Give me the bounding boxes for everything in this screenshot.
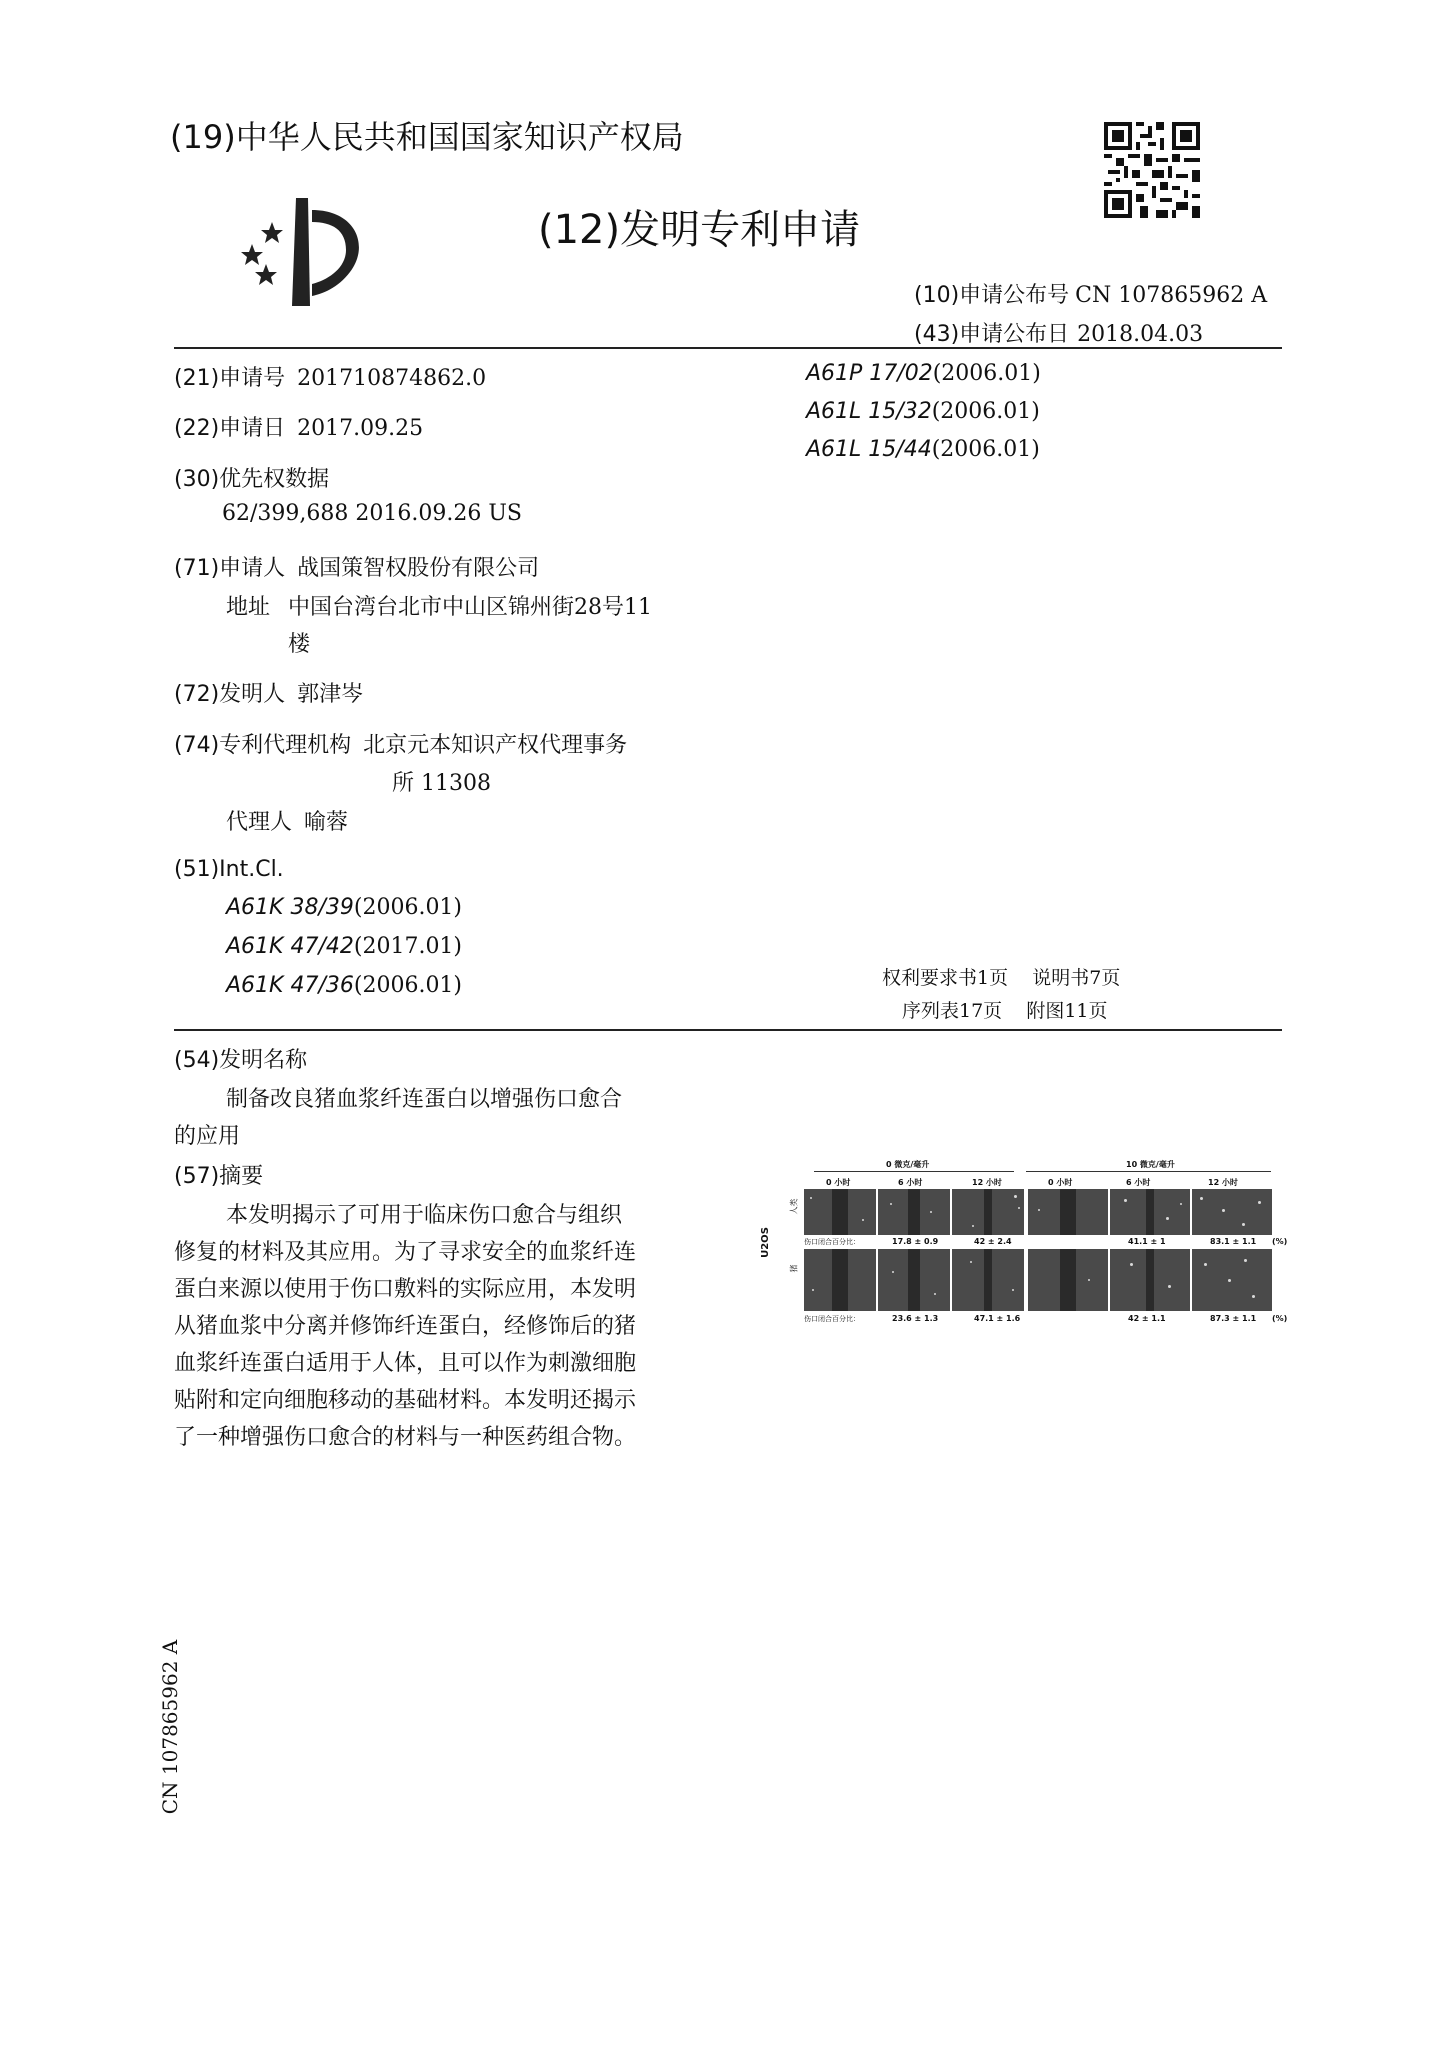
invention-title-label: (54)发明名称 [174,1048,308,1073]
abstract-line: 血浆纤连蛋白适用于人体，且可以作为刺激细胞 [174,1351,637,1376]
app-no-value: 201710874862.0 [297,366,487,391]
micrograph-cell [1110,1189,1190,1235]
page-counts-line1: 权利要求书1页 说明书7页 [882,967,1121,989]
agency-line2: 所 11308 [392,771,491,796]
logo-pillar [292,198,310,306]
intcl-code: A61L 15/44 [806,437,932,462]
cell-line-label: U2OS [759,1227,771,1258]
intcl-left-3 [226,973,462,998]
intcl-code: A61L 15/32 [806,399,932,424]
header-divider [174,347,1282,349]
application-number [174,361,486,392]
logo-arc [312,210,359,296]
micrograph-cell [1110,1249,1190,1311]
intcl-version: (2006.01) [353,895,463,920]
intcl-version: (2006.01) [932,361,1041,386]
agency-line1: 北京元本知识产权代理事务 [363,733,628,758]
intcl-version: (2006.01) [353,973,463,998]
micrograph-cell [952,1249,1024,1311]
micrograph-cell [1192,1249,1272,1311]
abstract-line: 修复的材料及其应用。为了寻求安全的血浆纤连 [174,1240,637,1265]
intcl-code: A61K 38/39 [226,895,354,920]
pub-no-label: (10)申请公布号 [914,283,1070,308]
closure-value: 42 ± 1.1 [1128,1314,1166,1323]
logo-star-3 [255,264,277,285]
inventor-value: 郭津岑 [297,682,364,707]
priority-value: 62/399,688 2016.09.26 US [222,501,522,526]
intcl-left-1 [226,895,462,920]
micrograph-cell [1192,1189,1272,1235]
address-label: 地址 [226,595,271,620]
biblio-divider [174,1029,1282,1031]
wound-healing-figure [759,1159,1288,1331]
invention-title-line2: 的应用 [174,1124,241,1149]
row1-label: 人类 [789,1198,799,1215]
cnipa-logo [238,196,378,308]
logo-star-1 [261,222,283,243]
app-no-label: (21)申请号 [174,366,286,391]
agency [174,728,627,759]
intcl-code: A61K 47/42 [226,934,354,959]
closure-value: 42 ± 2.4 [974,1237,1012,1246]
micrograph-cell [878,1189,950,1235]
inventor [174,677,363,708]
wound-closure-label: 伤口闭合百分比： [804,1238,860,1246]
address-line1: 中国台湾台北市中山区锦州街28号11 [288,595,652,620]
closure-value: 41.1 ± 1 [1128,1237,1166,1246]
document-type: (12)发明专利申请 [538,207,861,253]
intcl-code: A61K 47/36 [226,973,354,998]
micrograph-cell [1028,1249,1108,1311]
intcl-left-2 [226,934,462,959]
abstract-line: 本发明揭示了可用于临床伤口愈合与组织 [226,1203,623,1228]
publication-number [914,278,1267,309]
intcl-right-1 [806,361,1041,386]
intcl-label: (51)Int.Cl. [174,857,284,882]
pub-date-label: (43)申请公布日 [914,322,1070,347]
inventor-label: (72)发明人 [174,682,286,707]
group-bracket-right [1026,1171,1271,1172]
agent [226,805,348,836]
abstract-line: 了一种增强伤口愈合的材料与一种医药组合物。 [174,1425,637,1450]
applicant-value: 战国策智权股份有限公司 [297,556,540,581]
publication-date [914,317,1203,348]
group-label-left: 0 微克/毫升 [886,1160,930,1169]
intcl-version: (2006.01) [931,399,1040,424]
logo-star-2 [241,244,263,265]
abstract-line: 从猪血浆中分离并修饰纤连蛋白，经修饰后的猪 [174,1314,637,1339]
wound-closure-label: 伤口闭合百分比： [804,1315,860,1323]
app-date-label: (22)申请日 [174,416,286,441]
closure-value: 23.6 ± 1.3 [892,1314,939,1323]
abstract-line: 贴附和定向细胞移动的基础材料。本发明还揭示 [174,1388,637,1413]
time-label: 0 小时 [826,1178,851,1187]
time-label: 0 小时 [1048,1178,1073,1187]
office-name: (19)中华人民共和国国家知识产权局 [170,118,684,156]
micrograph-cell [804,1189,876,1235]
intcl-right-3 [806,437,1040,462]
closure-value: 87.3 ± 1.1 [1210,1314,1257,1323]
abstract-label: (57)摘要 [174,1164,264,1189]
applicant [174,551,539,582]
intcl-version: (2017.01) [353,934,463,959]
page-counts-line2: 序列表17页 附图11页 [902,1000,1108,1022]
group-bracket-left [814,1171,1014,1172]
micrograph-cell [878,1249,950,1311]
agency-label: (74)专利代理机构 [174,733,352,758]
time-label: 12 小时 [972,1178,1002,1187]
unit-label: (%) [1272,1314,1288,1323]
unit-label: (%) [1272,1237,1288,1246]
application-date [174,411,423,442]
agent-label: 代理人 [226,810,293,835]
time-label: 6 小时 [898,1178,923,1187]
priority-label: (30)优先权数据 [174,467,330,492]
invention-title-line1: 制备改良猪血浆纤连蛋白以增强伤口愈合 [226,1087,623,1112]
app-date-value: 2017.09.25 [297,416,424,441]
intcl-version: (2006.01) [931,437,1040,462]
pub-date-value: 2018.04.03 [1077,322,1204,347]
intcl-code: A61P 17/02 [806,361,933,386]
closure-value: 83.1 ± 1.1 [1210,1237,1257,1246]
intcl-right-2 [806,399,1040,424]
abstract-line: 蛋白来源以使用于伤口敷料的实际应用，本发明 [174,1277,637,1302]
micrograph-cell [952,1189,1024,1235]
pub-no-value: CN 107865962 A [1075,283,1268,308]
micrograph-cell [804,1249,876,1311]
address-line2: 楼 [288,632,311,657]
applicant-label: (71)申请人 [174,556,286,581]
time-label: 12 小时 [1208,1178,1238,1187]
micrograph-cell [1028,1189,1108,1235]
time-label: 6 小时 [1126,1178,1151,1187]
row2-label: 猪 [789,1264,799,1273]
closure-value: 47.1 ± 1.6 [974,1314,1021,1323]
closure-value: 17.8 ± 0.9 [892,1237,939,1246]
agent-value: 喻蓉 [304,810,349,835]
qr-code-icon [1104,122,1200,218]
side-publication-number: CN 107865962 A [158,1639,182,1815]
group-label-right: 10 微克/毫升 [1126,1160,1175,1169]
